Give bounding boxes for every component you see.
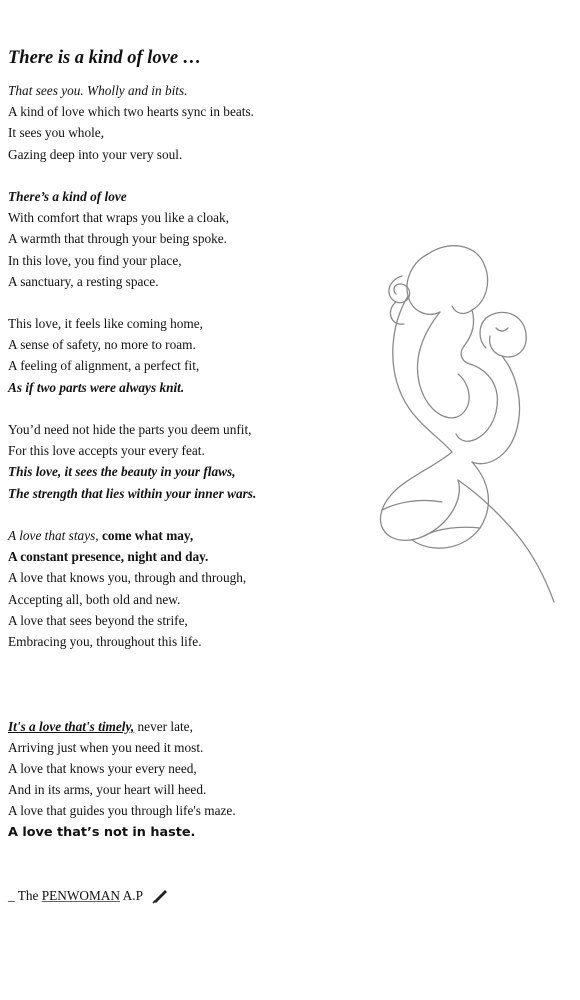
poem-title: There is a kind of love … (8, 48, 202, 68)
stanza-1 (8, 80, 388, 165)
poem-line: Gazing deep into your very soul. (8, 146, 183, 162)
poem-line: A sense of safety, no more to roam. (8, 337, 196, 353)
poem-line (8, 716, 388, 737)
signature-suffix: A.P (120, 888, 143, 903)
line-art-illustration (368, 236, 580, 608)
pencil-icon (152, 890, 168, 904)
poem-line: A love that’s not in haste. (8, 824, 196, 840)
stanza-5 (8, 525, 388, 652)
poem-line: The strength that lies within your inner wars. (8, 485, 257, 501)
poem-line: You’d need not hide the parts you deem unfit, (8, 422, 252, 437)
stanza-2 (8, 186, 388, 292)
poem-line (8, 525, 388, 546)
stanza-3 (8, 313, 388, 398)
poem-line: This love, it feels like coming home, (8, 316, 203, 332)
poem-line-part: It's a love that's timely, (8, 718, 135, 734)
poem-line: A feeling of alignment, a perfect fit, (8, 358, 200, 374)
poem-body (8, 80, 388, 843)
poem-line: A sanctuary, a resting space. (8, 273, 159, 289)
poem-line: There’s a kind of love (8, 188, 127, 204)
stanza-4 (8, 419, 388, 504)
signature (8, 888, 168, 904)
poem-line: A love that guides you through life's maze. (8, 803, 236, 819)
poem-line: It sees you whole, (8, 125, 105, 141)
signature-name: PENWOMAN (41, 888, 121, 903)
poem-line-part: come what may, (101, 527, 194, 543)
poem-line: For this love accepts your every feat. (8, 443, 205, 459)
poem-line-part: A love that stays, (8, 527, 102, 543)
poem-line: A constant presence, night and day. (8, 549, 209, 565)
poem-line: A kind of love which two hearts sync in beats. (8, 104, 254, 120)
poem-line: That sees you. Wholly and in bits. (8, 83, 188, 98)
poem-line: A love that knows your every need, (8, 761, 197, 777)
poem-line: With comfort that wraps you like a cloak, (8, 210, 230, 226)
poem-line: This love, it sees the beauty in your flaws, (8, 464, 236, 480)
poem-line: As if two parts were always knit. (8, 379, 185, 395)
poem-line-part: never late, (134, 718, 193, 734)
signature-prefix: _ The (8, 888, 42, 903)
poem-line: In this love, you find your place, (8, 252, 182, 268)
poem-line: A love that knows you, through and through, (8, 570, 247, 586)
poem-line: A love that sees beyond the strife, (8, 612, 188, 628)
poem-line: Accepting all, both old and new. (8, 591, 181, 607)
poem-line: Arriving just when you need it most. (8, 739, 204, 755)
poem-line: Embracing you, throughout this life. (8, 633, 202, 649)
poem-line: A warmth that through your being spoke. (8, 231, 227, 247)
stanza-6 (8, 716, 388, 843)
poem-line: And in its arms, your heart will heed. (8, 782, 207, 798)
